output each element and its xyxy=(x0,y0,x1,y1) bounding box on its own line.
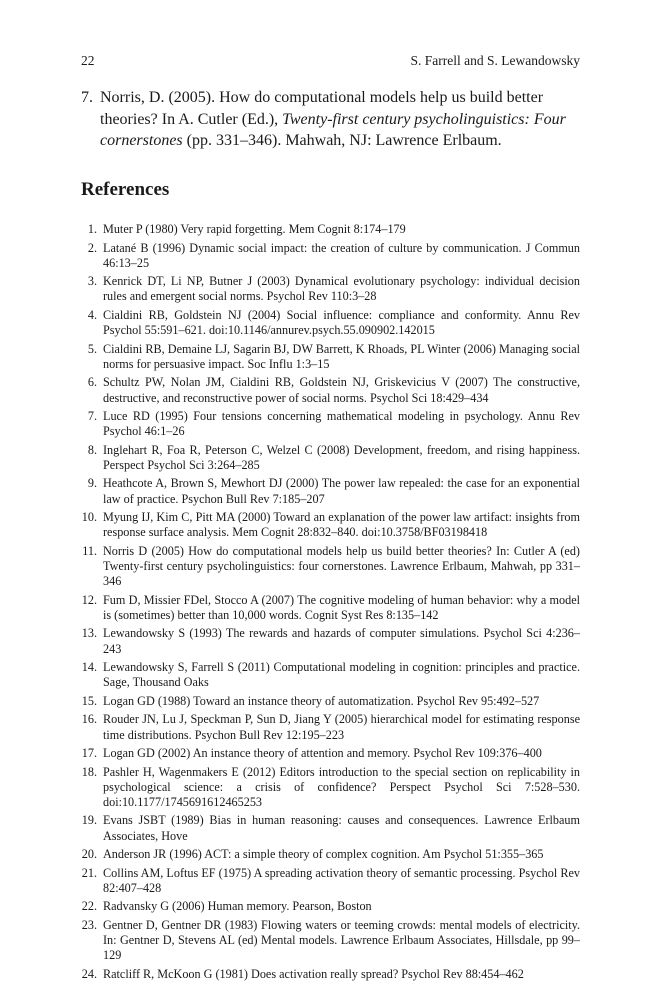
numbered-list xyxy=(81,87,580,152)
reference-item xyxy=(81,694,580,709)
reference-number: 14. xyxy=(81,660,97,675)
reference-text: Evans JSBT (1989) Bias in human reasoning: causes and consequences. Lawrence Erlbaum Associates, Hove xyxy=(103,813,580,843)
reference-number: 8. xyxy=(87,442,97,457)
reference-text: Muter P (1980) Very rapid forgetting. Mem Cognit 8:174–179 xyxy=(103,222,406,236)
reference-text: Logan GD (2002) An instance theory of attention and memory. Psychol Rev 109:376–400 xyxy=(103,746,542,761)
reference-item xyxy=(81,918,580,964)
page-header xyxy=(81,52,580,70)
reference-text: Cialdini RB, Goldstein NJ (2004) Social influence: compliance and conformity. Annu Rev Psychol 55:591–621. doi:10.1146/annurev.psych.55.090902.142015 xyxy=(103,307,580,338)
page-number: 22 xyxy=(81,53,95,68)
reference-item xyxy=(81,866,580,896)
reference-item xyxy=(81,274,580,304)
reference-item xyxy=(81,660,580,690)
reference-item xyxy=(81,409,580,439)
list-item-number: 7. xyxy=(81,89,93,106)
reference-item xyxy=(81,544,580,590)
reference-text: Anderson JR (1996) ACT: a simple theory of complex cognition. Am Psychol 51:355–365 xyxy=(103,847,544,862)
references-heading: References xyxy=(81,179,170,200)
reference-number: 19. xyxy=(81,813,97,828)
reference-item xyxy=(81,746,580,761)
reference-text: Lewandowsky S (1993) The rewards and hazards of computer simulations. Psychol Sci 4:236–243 xyxy=(103,626,580,656)
reference-text: Heathcote A, Brown S, Mewhort DJ (2000) The power law repealed: the case for an exponential law of practice. Psychon Bull Rev 7:185–207 xyxy=(103,476,580,506)
reference-number: 15. xyxy=(81,693,97,708)
list-item-text xyxy=(100,89,566,149)
reference-text: Radvansky G (2006) Human memory. Pearson, Boston xyxy=(103,899,372,914)
reference-number: 23. xyxy=(81,917,97,932)
reference-text: Gentner D, Gentner DR (1983) Flowing waters or teeming crowds: mental models of electricity. In: Gentner D, Stevens AL (ed) Mental models. Lawrence Erlbaum Associates, Hillsdale, pp 99–129 xyxy=(103,917,580,963)
reference-text: Kenrick DT, Li NP, Butner J (2003) Dynamical evolutionary psychology: individual decision rules and emergent social norms. Psychol Rev 110:3–28 xyxy=(103,274,580,304)
reference-number: 13. xyxy=(81,626,97,641)
reference-item xyxy=(81,847,580,862)
reference-number: 11. xyxy=(82,543,97,558)
list-item-text-end: (pp. 331–346). Mahwah, NJ: Lawrence Erlbaum. xyxy=(182,132,502,149)
reference-number: 3. xyxy=(87,274,97,289)
reference-item xyxy=(81,241,580,271)
reference-text: Inglehart R, Foa R, Peterson C, Welzel C (2008) Development, freedom, and rising happiness. Perspect Psychol Sci 3:264–285 xyxy=(103,442,580,472)
running-head: S. Farrell and S. Lewandowsky xyxy=(410,53,580,68)
reference-number: 7. xyxy=(87,409,97,424)
reference-text: Ratcliff R, McKoon G (1981) Does activation really spread? Psychol Rev 88:454–462 xyxy=(103,966,524,981)
reference-text: Logan GD (1988) Toward an instance theory of automatization. Psychol Rev 95:492–527 xyxy=(103,693,540,708)
reference-item xyxy=(81,510,580,540)
reference-item xyxy=(81,626,580,656)
reference-item xyxy=(81,899,580,914)
book-title: Twenty-first century psycholinguistics: Four cornerstones xyxy=(100,110,566,149)
reference-item xyxy=(81,443,580,473)
reference-number: 12. xyxy=(81,592,97,607)
reference-text: Fum D, Missier FDel, Stocco A (2007) The cognitive modeling of human behavior: why a model is (sometimes) better than 10,000 words. Cognit Syst Res 8:135–142 xyxy=(103,592,580,622)
reference-number: 10. xyxy=(81,510,97,525)
reference-number: 18. xyxy=(81,764,97,779)
reference-text: Schultz PW, Nolan JM, Cialdini RB, Goldstein NJ, Griskevicius V (2007) The constructive, destructive, and reconstructive power of social norms. Psychol Sci 18:429–434 xyxy=(103,375,580,405)
reference-item xyxy=(81,813,580,843)
reference-item xyxy=(81,375,580,405)
reference-item xyxy=(81,308,580,338)
reference-text: Myung IJ, Kim C, Pitt MA (2000) Toward an explanation of the power law artifact: insights from response surface analysis. Mem Cognit 28:832–840. doi:10.3758/BF03198418 xyxy=(103,510,580,540)
reference-item xyxy=(81,222,580,237)
reference-item xyxy=(81,476,580,506)
reference-number: 21. xyxy=(81,865,97,880)
reference-item xyxy=(81,593,580,623)
reference-number: 22. xyxy=(81,899,97,914)
reference-number: 5. xyxy=(87,341,97,356)
reference-item xyxy=(81,712,580,742)
reference-text: Lewandowsky S, Farrell S (2011) Computational modeling in cognition: principles and practice. Sage, Thousand Oaks xyxy=(103,660,580,690)
reference-item xyxy=(81,342,580,372)
reference-text: Latané B (1996) Dynamic social impact: the creation of culture by communication. J Commun 46:13–25 xyxy=(103,240,580,270)
list-item xyxy=(81,87,580,152)
reference-item xyxy=(81,765,580,811)
reference-text: Collins AM, Loftus EF (1975) A spreading activation theory of semantic processing. Psychol Rev 82:407–428 xyxy=(103,865,580,895)
list-item-text-start: Norris, D. (2005). How do computational models help us build better theories? In A. Cutler (Ed.), xyxy=(100,89,544,128)
reference-number: 9. xyxy=(87,476,97,491)
reference-number: 20. xyxy=(81,847,97,862)
reference-text: Cialdini RB, Demaine LJ, Sagarin BJ, DW Barrett, K Rhoads, PL Winter (2006) Managing social norms for persuasive impact. Soc Influ 1:3–15 xyxy=(103,341,580,371)
reference-number: 4. xyxy=(87,307,97,322)
reference-number: 24. xyxy=(81,966,97,981)
reference-text: Norris D (2005) How do computational models help us build better theories? In: Cutler A (ed) Twenty-first century psycholinguistics: four cornerstones. Lawrence Erlbaum, Mahwah, pp 331–346 xyxy=(103,543,580,589)
reference-number: 1. xyxy=(87,222,97,236)
reference-number: 2. xyxy=(87,240,97,255)
reference-number: 6. xyxy=(87,375,97,390)
reference-text: Pashler H, Wagenmakers E (2012) Editors introduction to the special section on replicability in psychological science: a crisis of confidence? Perspect Psychol Sci 7:528–530. doi:10.1177/1745691612465253 xyxy=(103,764,580,809)
reference-number: 16. xyxy=(81,712,97,727)
reference-item xyxy=(81,967,580,982)
reference-number: 17. xyxy=(81,746,97,761)
reference-text: Luce RD (1995) Four tensions concerning mathematical modeling in psychology. Annu Rev Psychol 46:1–26 xyxy=(103,409,580,439)
reference-list xyxy=(81,222,580,985)
reference-text: Rouder JN, Lu J, Speckman P, Sun D, Jiang Y (2005) hierarchical model for estimating response time distributions. Psychon Bull Rev 12:195–223 xyxy=(103,712,580,742)
